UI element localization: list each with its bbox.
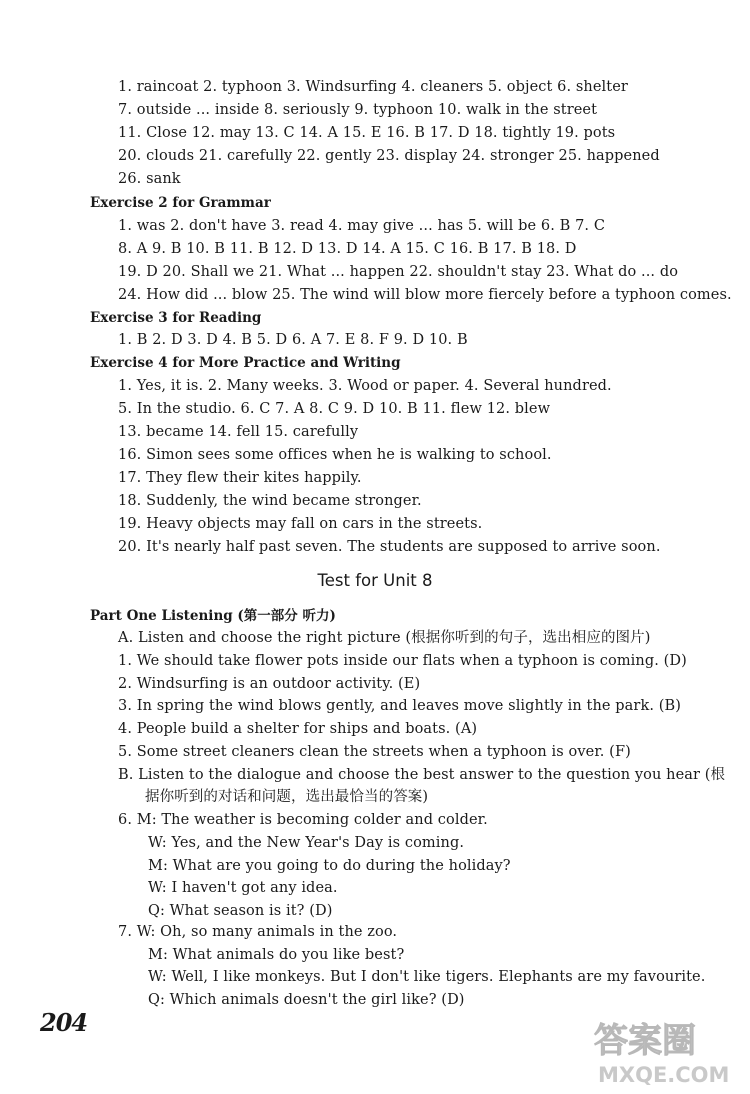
- partA-line-2: 1. We should take flower pots inside our flats when a typhoon is coming. (D): [118, 653, 687, 669]
- ex3-line-1: 1. B 2. D 3. D 4. B 5. D 6. A 7. E 8. F 9. D 10. B: [118, 332, 468, 348]
- dialogue-line-9: Q: Which animals doesn't the girl like? (D): [148, 992, 465, 1008]
- partA-line-4: 3. In spring the wind blows gently, and leaves move slightly in the park. (B): [118, 698, 682, 714]
- ex2-line-1: 1. was 2. don't have 3. read 4. may give ... has 5. will be 6. B 7. C: [118, 218, 606, 234]
- dialogue-line-6: 7. W: Oh, so many animals in the zoo.: [118, 924, 398, 940]
- partA-line-1: A. Listen and choose the right picture (根据你听到的句子，选出相应的图片): [118, 630, 651, 646]
- dialogue-line-3: M: What are you going to do during the holiday?: [148, 858, 511, 874]
- ex4-line-7: 19. Heavy objects may fall on cars in the streets.: [118, 516, 483, 532]
- ex4-line-2: 5. In the studio. 6. C 7. A 8. C 9. D 10. B 11. flew 12. blew: [118, 401, 551, 417]
- ex4-line-8: 20. It's nearly half past seven. The students are supposed to arrive soon.: [118, 539, 661, 555]
- dialogue-line-5: Q: What season is it? (D): [148, 903, 333, 919]
- dialogue-line-1: 6. M: The weather is becoming colder and colder.: [118, 812, 488, 828]
- dialogue-line-8: W: Well, I like monkeys. But I don't like tigers. Elephants are my favourite.: [148, 969, 706, 985]
- ex4-line-3: 13. became 14. fell 15. carefully: [118, 424, 359, 440]
- dialogue-line-2: W: Yes, and the New Year's Day is coming.: [148, 835, 465, 851]
- watermark-logo: [588, 1010, 738, 1088]
- partB-line-2: 据你听到的对话和问题，选出最恰当的答案): [145, 789, 429, 805]
- ex1-line-5: 26. sank: [118, 171, 181, 187]
- ex1-line-2: 7. outside ... inside 8. seriously 9. typhoon 10. walk in the street: [118, 102, 598, 118]
- partA-line-6: 5. Some street cleaners clean the streets when a typhoon is over. (F): [118, 744, 631, 760]
- part-one-heading: Part One Listening (第一部分 听力): [90, 608, 336, 624]
- ex4-heading: Exercise 4 for More Practice and Writing: [90, 355, 401, 371]
- test-title: Test for Unit 8: [317, 571, 433, 590]
- partA-line-5: 4. People build a shelter for ships and boats. (A): [118, 721, 478, 737]
- watermark-url-text: MXQE.COM: [598, 1063, 730, 1087]
- ex2-line-3: 19. D 20. Shall we 21. What ... happen 22. shouldn't stay 23. What do ... do: [118, 264, 679, 280]
- ex2-line-2: 8. A 9. B 10. B 11. B 12. D 13. D 14. A 15. C 16. B 17. B 18. D: [118, 241, 577, 257]
- ex1-line-3: 11. Close 12. may 13. C 14. A 15. E 16. B 17. D 18. tightly 19. pots: [118, 125, 616, 141]
- watermark-logo-text: 答案圈: [594, 1021, 696, 1061]
- ex3-heading: Exercise 3 for Reading: [90, 310, 262, 326]
- ex1-line-4: 20. clouds 21. carefully 22. gently 23. display 24. stronger 25. happened: [118, 148, 660, 164]
- ex4-line-6: 18. Suddenly, the wind became stronger.: [118, 493, 422, 509]
- ex4-line-1: 1. Yes, it is. 2. Many weeks. 3. Wood or paper. 4. Several hundred.: [118, 378, 612, 394]
- dialogue-line-4: W: I haven't got any idea.: [148, 880, 338, 896]
- partB-line-1: B. Listen to the dialogue and choose the best answer to the question you hear (根: [118, 767, 726, 783]
- ex4-line-4: 16. Simon sees some offices when he is walking to school.: [118, 447, 552, 463]
- dialogue-line-7: M: What animals do you like best?: [148, 947, 405, 963]
- ex1-line-1: 1. raincoat 2. typhoon 3. Windsurfing 4. cleaners 5. object 6. shelter: [118, 79, 628, 95]
- ex2-heading: Exercise 2 for Grammar: [90, 195, 271, 211]
- partA-line-3: 2. Windsurfing is an outdoor activity. (E): [118, 676, 421, 692]
- page-number: 204: [40, 1008, 88, 1037]
- ex2-line-4: 24. How did ... blow 25. The wind will blow more fiercely before a typhoon comes.: [118, 287, 732, 303]
- ex4-line-5: 17. They flew their kites happily.: [118, 470, 362, 486]
